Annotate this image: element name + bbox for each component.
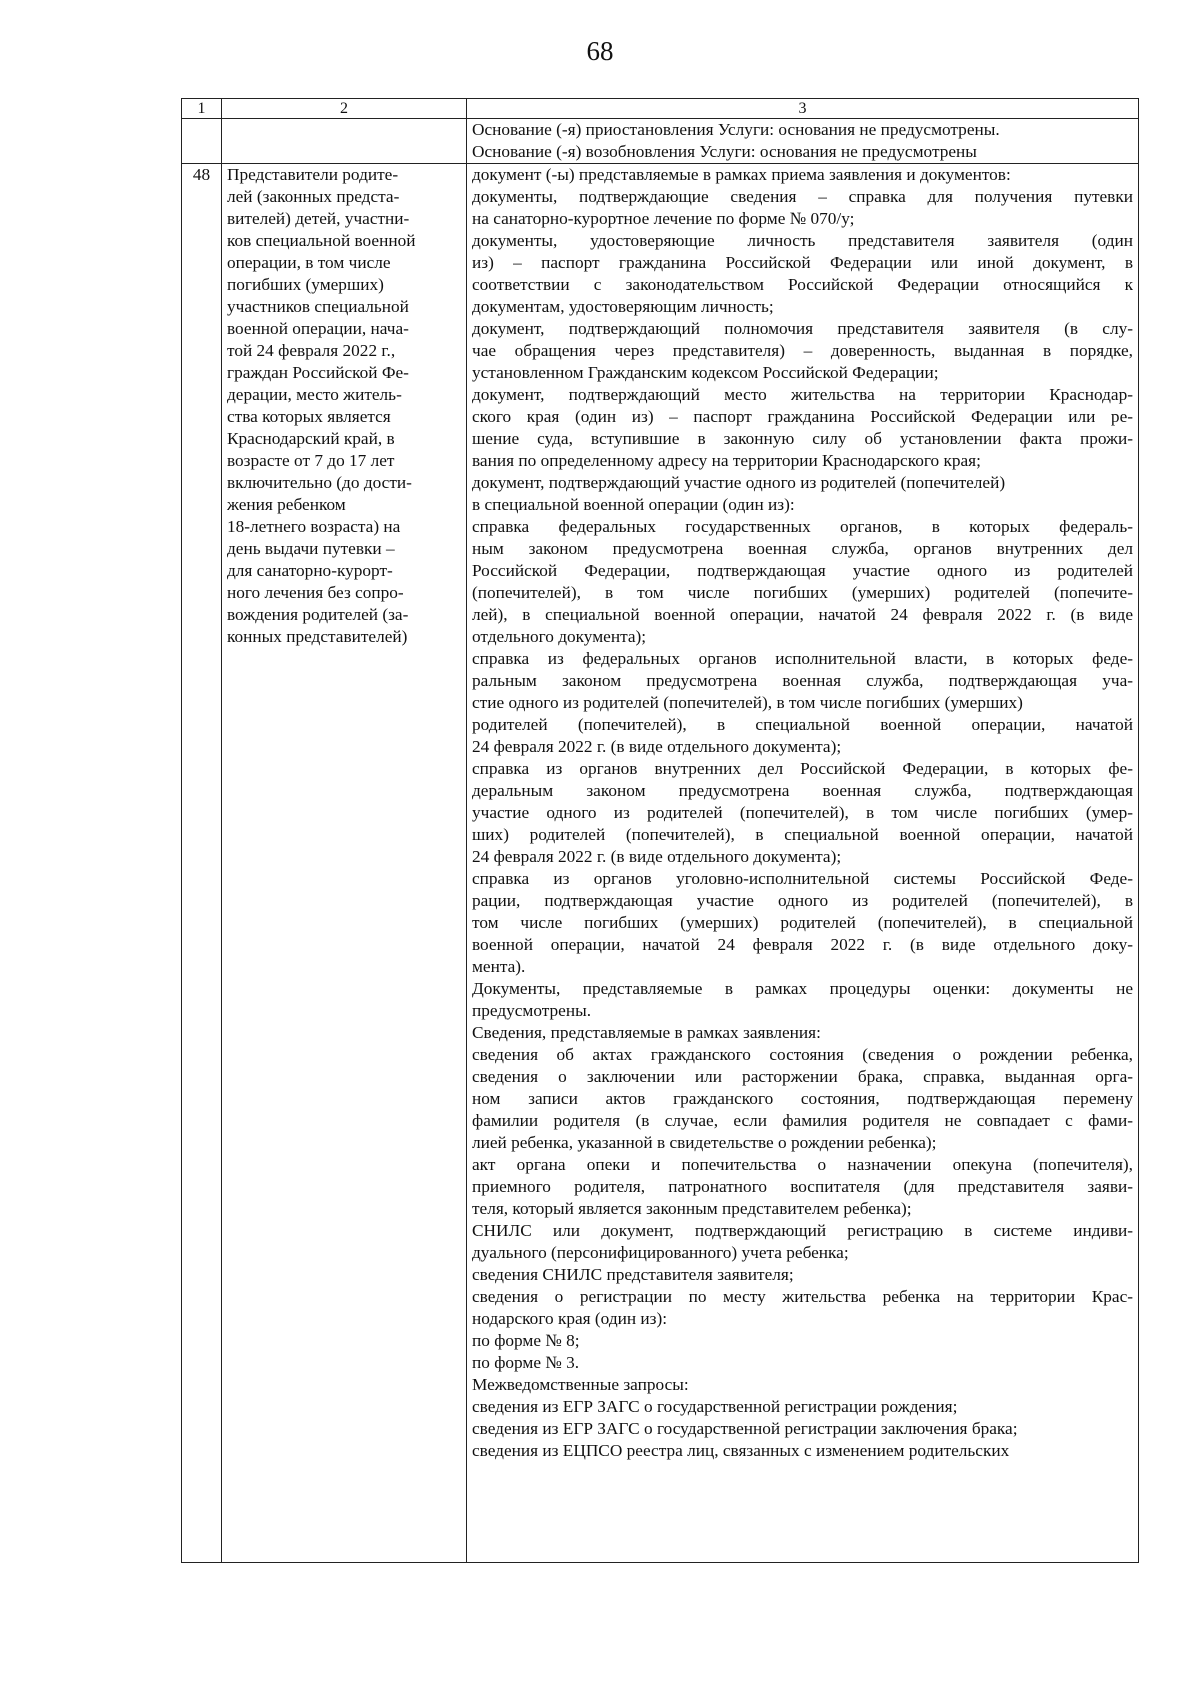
document-text-line: сведения из ЕЦПСО реестра лиц, связанных с изменением родительских [472, 1441, 1010, 1460]
category-text-line: лей (законных предста- [227, 187, 400, 206]
document-text-line: сведения СНИЛС представителя заявителя; [472, 1265, 794, 1284]
document-text-line: документы, подтверждающие сведения – справка для получения путевки [472, 187, 1133, 206]
row-prev-col-3 [467, 119, 1139, 164]
document-text-line: родителей (попечителей), в специальной военной операции, начатой [472, 715, 1133, 734]
document-text-line: приемного родителя, патронатного воспитателя (для представителя заяви- [472, 1177, 1133, 1196]
document-text-line: лей), в специальной военной операции, начатой 24 февраля 2022 г. (в виде [472, 605, 1133, 624]
document-text-line: справка из органов уголовно-исполнительной системы Российской Феде- [472, 869, 1133, 888]
document-text-line: соответствии с законодательством Российской Федерации относящийся к [472, 275, 1133, 294]
page-number: 68 [586, 36, 614, 66]
category-text-line: дерации, место житель- [227, 385, 402, 404]
document-text-line: справка из федеральных органов исполнительной власти, в которых феде- [472, 649, 1133, 668]
document-text-line: ших) родителей (попечителей), в специальной военной операции, начатой [472, 825, 1133, 844]
document-text-line: том числе погибших (умерших) родителей (попечителей), в специальной [472, 913, 1133, 932]
category-text-line: для санаторно-курорт- [227, 561, 393, 580]
text-line: Основание (-я) приостановления Услуги: основания не предусмотрены. [472, 120, 1000, 139]
document-text-line: в специальной военной операции (один из): [472, 495, 795, 514]
document-text-line: на санаторно-курортное лечение по форме № 070/у; [472, 209, 855, 228]
category-text-line: Краснодарский край, в [227, 429, 395, 448]
header-col-2: 2 [222, 99, 467, 119]
document-text-line: по форме № 8; [472, 1331, 580, 1350]
document-text-line: документы, удостоверяющие личность представителя заявителя (один [472, 231, 1133, 250]
document-text-line: ным законом предусмотрена военная служба, органов внутренних дел [472, 539, 1133, 558]
document-text-line: Документы, представляемые в рамках процедуры оценки: документы не [472, 979, 1133, 998]
document-text-line: установленном Гражданским кодексом Российской Федерации; [472, 363, 939, 382]
category-text-line: день выдачи путевки – [227, 539, 395, 558]
document-text-line: справка федеральных государственных органов, в которых федераль- [472, 517, 1133, 536]
document-text-line: 24 февраля 2022 г. (в виде отдельного документа); [472, 737, 842, 756]
document-text-line: из) – паспорт гражданина Российской Федерации или иной документ, в [472, 253, 1133, 272]
document-text-line: сведения о заключении или расторжении брака, справка, выданная орга- [472, 1067, 1133, 1086]
category-text-line: вителей) детей, участни- [227, 209, 410, 228]
document-text-line: акт органа опеки и попечительства о назначении опекуна (попечителя), [472, 1155, 1133, 1174]
document-text-line: дуального (персонифицированного) учета ребенка; [472, 1243, 849, 1262]
category-text-line: участников специальной [227, 297, 409, 316]
document-text-line: лией ребенка, указанной в свидетельстве о рождении ребенка); [472, 1133, 937, 1152]
category-text-line: ков специальной военной [227, 231, 416, 250]
document-text-line: справка из органов внутренних дел Российской Федерации, в которых фе- [472, 759, 1133, 778]
row-48-documents [467, 164, 1139, 1563]
document-text-line: стие одного из родителей (попечителей), в том числе погибших (умерших) [472, 693, 1023, 712]
document-text-line: документ (-ы) представляемые в рамках приема заявления и документов: [472, 165, 1011, 184]
category-text-line: включительно (до дости- [227, 473, 412, 492]
document-text-line: документам, удостоверяющим личность; [472, 297, 774, 316]
document-text-line: ского края (один из) – паспорт гражданина Российской Федерации или ре- [472, 407, 1133, 426]
document-text-line: сведения из ЕГР ЗАГС о государственной регистрации рождения; [472, 1397, 958, 1416]
category-text-line: той 24 февраля 2022 г., [227, 341, 396, 360]
category-text-line: операции, в том числе [227, 253, 391, 272]
document-text-line: сведения об актах гражданского состояния (сведения о рождении ребенка, [472, 1045, 1133, 1064]
document-text-line: предусмотрены. [472, 1001, 592, 1020]
document-text-line: военной операции, начатой 24 февраля 2022 г. (в виде отдельного доку- [472, 935, 1133, 954]
document-text-line: ральным законом предусмотрена военная служба, подтверждающая уча- [472, 671, 1133, 690]
document-text-line: сведения из ЕГР ЗАГС о государственной регистрации заключения брака; [472, 1419, 1018, 1438]
row-prev-col-2 [222, 119, 467, 164]
document-table [181, 98, 1139, 1563]
document-text-line: шение суда, вступившие в законную силу об установлении факта прожи- [472, 429, 1133, 448]
category-text-line: 18-летнего возраста) на [227, 517, 401, 536]
document-text-line: вания по определенному адресу на территории Краснодарского края; [472, 451, 981, 470]
document-text-line: мента). [472, 957, 526, 976]
document-text-line: документ, подтверждающий участие одного из родителей (попечителей) [472, 473, 1006, 492]
row-48-applicant-category [222, 164, 467, 1563]
document-text-line: Межведомственные запросы: [472, 1375, 689, 1394]
document-text-line: Российской Федерации, подтверждающая участие одного из родителей [472, 561, 1133, 580]
header-col-3: 3 [467, 99, 1139, 119]
table-row-continuation [182, 119, 1139, 164]
document-text-line: теля, который является законным представителем ребенка); [472, 1199, 912, 1218]
row-48-number: 48 [182, 164, 222, 1563]
document-text-line: отдельного документа); [472, 627, 647, 646]
document-text-line: по форме № 3. [472, 1353, 580, 1372]
document-text-line: документ, подтверждающий полномочия представителя заявителя (в слу- [472, 319, 1133, 338]
category-text-line: военной операции, нача- [227, 319, 409, 338]
category-text-line: граждан Российской Фе- [227, 363, 409, 382]
document-text-line: (попечителей), в том числе погибших (умерших) родителей (попечите- [472, 583, 1133, 602]
text-line: Основание (-я) возобновления Услуги: основания не предусмотрены [472, 142, 977, 161]
row-prev-col-1 [182, 119, 222, 164]
category-text-line: вождения родителей (за- [227, 605, 409, 624]
document-text-line: документ, подтверждающий место жительства на территории Краснодар- [472, 385, 1133, 404]
document-text-line: нодарского края (один из): [472, 1309, 668, 1328]
document-text-line: Сведения, представляемые в рамках заявления: [472, 1023, 821, 1042]
category-text-line: ного лечения без сопро- [227, 583, 404, 602]
category-text-line: возрасте от 7 до 17 лет [227, 451, 395, 470]
document-text-line: фамилии родителя (в случае, если фамилия родителя не совпадает с фами- [472, 1111, 1133, 1130]
document-text-line: СНИЛС или документ, подтверждающий регистрацию в системе индиви- [472, 1221, 1133, 1240]
table-row-48 [182, 164, 1139, 1563]
document-text-line: сведения о регистрации по месту жительства ребенка на территории Крас- [472, 1287, 1133, 1306]
document-text-line: деральным законом предусмотрена военная служба, подтверждающая [472, 781, 1133, 800]
category-text-line: погибших (умерших) [227, 275, 384, 294]
table-header-row [182, 99, 1139, 119]
category-text-line: Представители родите- [227, 165, 399, 184]
document-text-line: участие одного из родителей (попечителей), в том числе погибших (умер- [472, 803, 1133, 822]
header-col-1: 1 [182, 99, 222, 119]
category-text-line: конных представителей) [227, 627, 408, 646]
document-text-line: 24 февраля 2022 г. (в виде отдельного документа); [472, 847, 842, 866]
document-text-line: ном записи актов гражданского состояния, подтверждающая перемену [472, 1089, 1133, 1108]
document-text-line: чае обращения через представителя) – доверенность, выданная в порядке, [472, 341, 1133, 360]
document-text-line: рации, подтверждающая участие одного из родителей (попечителей), в [472, 891, 1133, 910]
category-text-line: жения ребенком [227, 495, 346, 514]
category-text-line: ства которых является [227, 407, 391, 426]
